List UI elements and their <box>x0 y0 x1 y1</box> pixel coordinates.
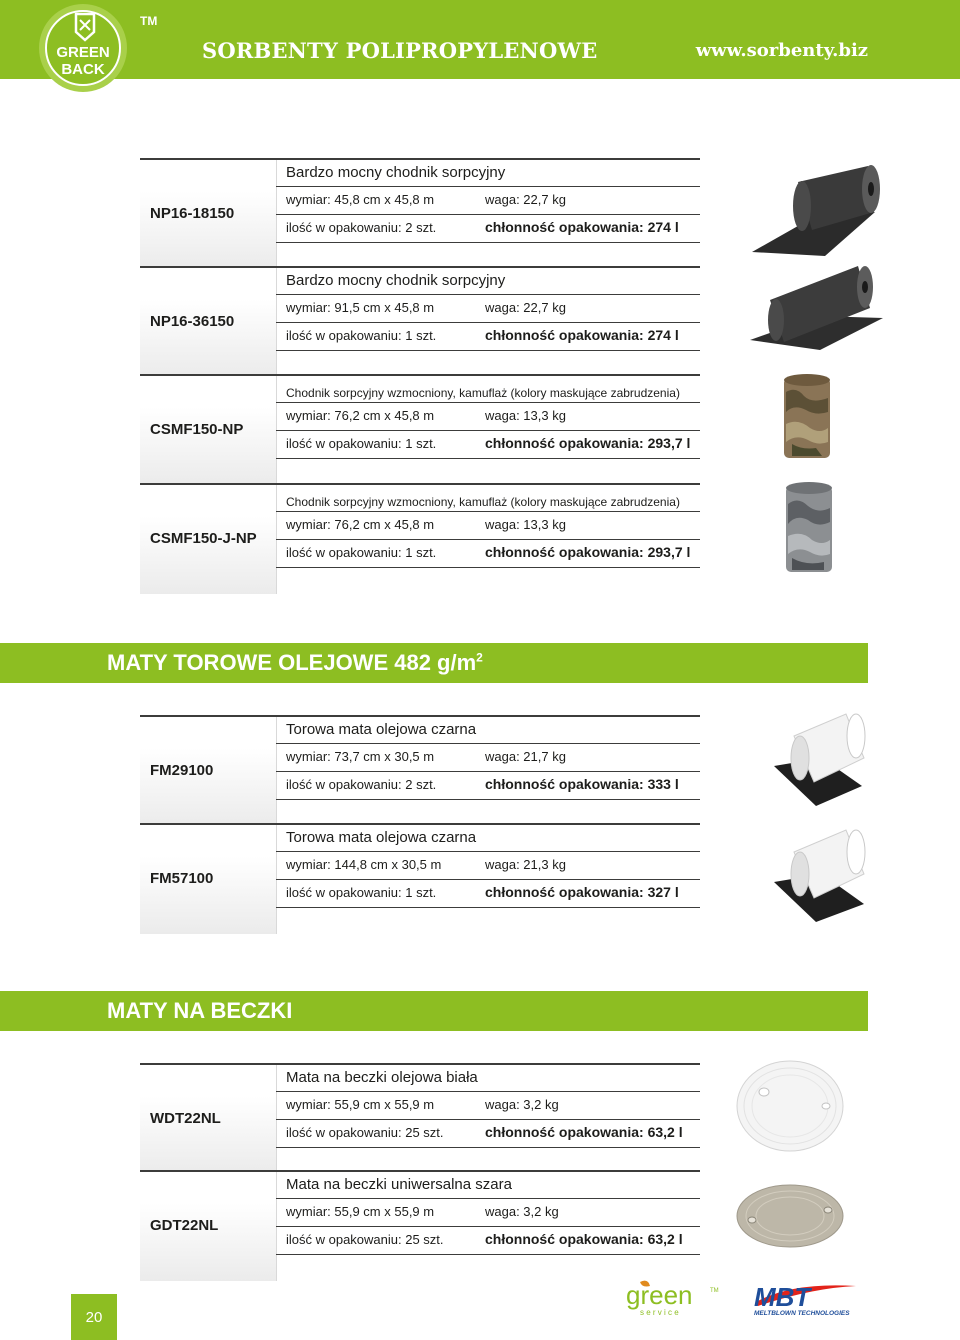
roll-photo-dark <box>750 160 885 260</box>
row-divider <box>276 879 700 880</box>
product-code-cell <box>140 158 277 269</box>
row-divider <box>276 322 700 323</box>
row-divider <box>276 539 700 540</box>
product-dimensions: wymiar: 91,5 cm x 45,8 m <box>286 300 435 315</box>
product-quantity: ilość w opakowaniu: 1 szt. <box>286 545 437 560</box>
svg-text:TM: TM <box>710 1288 719 1294</box>
row-top-rule <box>140 158 700 160</box>
product-weight: waga: 3,2 kg <box>485 1097 559 1112</box>
row-divider <box>276 1226 700 1227</box>
row-top-rule <box>140 823 700 825</box>
product-row <box>140 374 700 485</box>
mat-roll-photo <box>772 708 872 808</box>
section-banner-beczki <box>0 991 868 1031</box>
row-top-rule <box>140 483 700 485</box>
product-row <box>140 715 700 826</box>
product-row <box>140 823 700 934</box>
product-code: NP16-18150 <box>150 205 235 222</box>
product-code: CSMF150-NP <box>150 421 244 438</box>
product-code: CSMF150-J-NP <box>150 530 257 547</box>
product-title: Mata na beczki uniwersalna szara <box>286 1176 512 1193</box>
product-dimensions: wymiar: 45,8 cm x 45,8 m <box>286 192 435 207</box>
product-weight: waga: 13,3 kg <box>485 517 566 532</box>
row-divider <box>276 186 700 187</box>
product-dimensions: wymiar: 144,8 cm x 30,5 m <box>286 857 442 872</box>
product-code: FM29100 <box>150 762 214 779</box>
product-quantity: ilość w opakowaniu: 25 szt. <box>286 1232 444 1247</box>
svg-text:BACK: BACK <box>61 61 105 78</box>
svg-text:s e r v i c e: s e r v i c e <box>640 1308 679 1317</box>
row-divider <box>276 567 700 568</box>
header-title: SORBENTY POLIPROPYLENOWE <box>202 38 598 63</box>
roll-photo-dark <box>748 258 888 353</box>
product-quantity: ilość w opakowaniu: 2 szt. <box>286 777 437 792</box>
product-absorbency: chłonność opakowania: 63,2 l <box>485 1124 683 1140</box>
product-quantity: ilość w opakowaniu: 2 szt. <box>286 220 437 235</box>
row-divider <box>276 294 700 295</box>
product-code-cell <box>140 266 277 377</box>
drum-mat-photo-white <box>734 1058 846 1156</box>
product-title: Bardzo mocny chodnik sorpcyjny <box>286 164 506 181</box>
product-absorbency: chłonność opakowania: 63,2 l <box>485 1231 683 1247</box>
row-divider <box>276 1091 700 1092</box>
product-code-cell <box>140 374 277 485</box>
product-title: Torowa mata olejowa czarna <box>286 829 477 846</box>
row-divider <box>276 771 700 772</box>
mbt-logo <box>752 1280 864 1318</box>
section-title: MATY TOROWE OLEJOWE 482 $g/m^2$ <box>107 650 483 675</box>
product-weight: waga: 3,2 kg <box>485 1204 559 1219</box>
row-divider <box>276 743 700 744</box>
row-divider <box>276 1198 700 1199</box>
product-title: Mata na beczki olejowa biała <box>286 1069 478 1086</box>
product-code: FM57100 <box>150 870 214 887</box>
product-title: Bardzo mocny chodnik sorpcyjny <box>286 272 506 289</box>
mat-roll-photo <box>772 824 872 924</box>
product-code: WDT22NL <box>150 1110 221 1127</box>
product-code-cell <box>140 715 277 826</box>
product-weight: waga: 21,3 kg <box>485 857 566 872</box>
svg-text:GREEN: GREEN <box>56 44 110 61</box>
product-row <box>140 483 700 594</box>
row-divider <box>276 907 700 908</box>
row-divider <box>276 511 700 512</box>
product-row <box>140 266 700 377</box>
product-row <box>140 158 700 269</box>
product-quantity: ilość w opakowaniu: 25 szt. <box>286 1125 444 1140</box>
row-divider <box>276 402 700 403</box>
roll-photo-camo-grey <box>784 480 836 578</box>
product-absorbency: chłonność opakowania: 293,7 l <box>485 435 691 451</box>
svg-text:MELTBLOWN TECHNOLOGIES: MELTBLOWN TECHNOLOGIES <box>754 1310 850 1317</box>
row-divider <box>276 350 700 351</box>
section-title: MATY NA BECZKI <box>107 998 293 1023</box>
product-absorbency: chłonność opakowania: 274 l <box>485 219 679 235</box>
svg-text:MBT: MBT <box>754 1282 811 1312</box>
row-top-rule <box>140 266 700 268</box>
row-top-rule <box>140 1063 700 1065</box>
product-absorbency: chłonność opakowania: 274 l <box>485 327 679 343</box>
product-absorbency: chłonność opakowania: 293,7 l <box>485 544 691 560</box>
product-dimensions: wymiar: 73,7 cm x 30,5 m <box>286 749 435 764</box>
product-code-cell <box>140 1063 277 1174</box>
row-top-rule <box>140 1170 700 1172</box>
page-number: 20 <box>71 1294 117 1340</box>
product-absorbency: chłonność opakowania: 333 l <box>485 776 679 792</box>
row-divider <box>276 851 700 852</box>
product-code: NP16-36150 <box>150 313 235 330</box>
product-dimensions: wymiar: 76,2 cm x 45,8 m <box>286 517 435 532</box>
product-title: Torowa mata olejowa czarna <box>286 721 477 738</box>
product-code: GDT22NL <box>150 1217 219 1234</box>
trademark-mark: TM <box>140 14 158 28</box>
product-weight: waga: 22,7 kg <box>485 192 566 207</box>
product-dimensions: wymiar: 55,9 cm x 55,9 m <box>286 1204 435 1219</box>
section-banner-torowe <box>0 643 868 683</box>
row-top-rule <box>140 374 700 376</box>
product-title: Chodnik sorpcyjny wzmocniony, kamuflaż (kolory maskujące zabrudzenia) <box>286 386 680 400</box>
product-weight: waga: 22,7 kg <box>485 300 566 315</box>
product-quantity: ilość w opakowaniu: 1 szt. <box>286 328 437 343</box>
svg-text:green: green <box>626 1280 693 1310</box>
product-row <box>140 1063 700 1174</box>
product-weight: waga: 21,7 kg <box>485 749 566 764</box>
row-top-rule <box>140 715 700 717</box>
product-weight: waga: 13,3 kg <box>485 408 566 423</box>
row-divider <box>276 799 700 800</box>
row-divider <box>276 1147 700 1148</box>
product-dimensions: wymiar: 76,2 cm x 45,8 m <box>286 408 435 423</box>
product-code-cell <box>140 823 277 934</box>
row-divider <box>276 1254 700 1255</box>
roll-photo-camo-brown <box>782 372 834 464</box>
product-title: Chodnik sorpcyjny wzmocniony, kamuflaż (kolory maskujące zabrudzenia) <box>286 495 680 509</box>
website-link[interactable]: www.sorbenty.biz <box>695 40 868 61</box>
product-quantity: ilość w opakowaniu: 1 szt. <box>286 885 437 900</box>
product-absorbency: chłonność opakowania: 327 l <box>485 884 679 900</box>
row-divider <box>276 430 700 431</box>
product-code-cell <box>140 1170 277 1281</box>
row-divider <box>276 458 700 459</box>
product-code-cell <box>140 483 277 594</box>
product-quantity: ilość w opakowaniu: 1 szt. <box>286 436 437 451</box>
row-divider <box>276 214 700 215</box>
green-back-logo <box>24 2 142 94</box>
row-divider <box>276 242 700 243</box>
row-divider <box>276 1119 700 1120</box>
page-header <box>0 0 960 79</box>
drum-mat-photo-grey <box>734 1182 846 1250</box>
green-service-logo <box>626 1278 726 1318</box>
product-dimensions: wymiar: 55,9 cm x 55,9 m <box>286 1097 435 1112</box>
product-row <box>140 1170 700 1281</box>
